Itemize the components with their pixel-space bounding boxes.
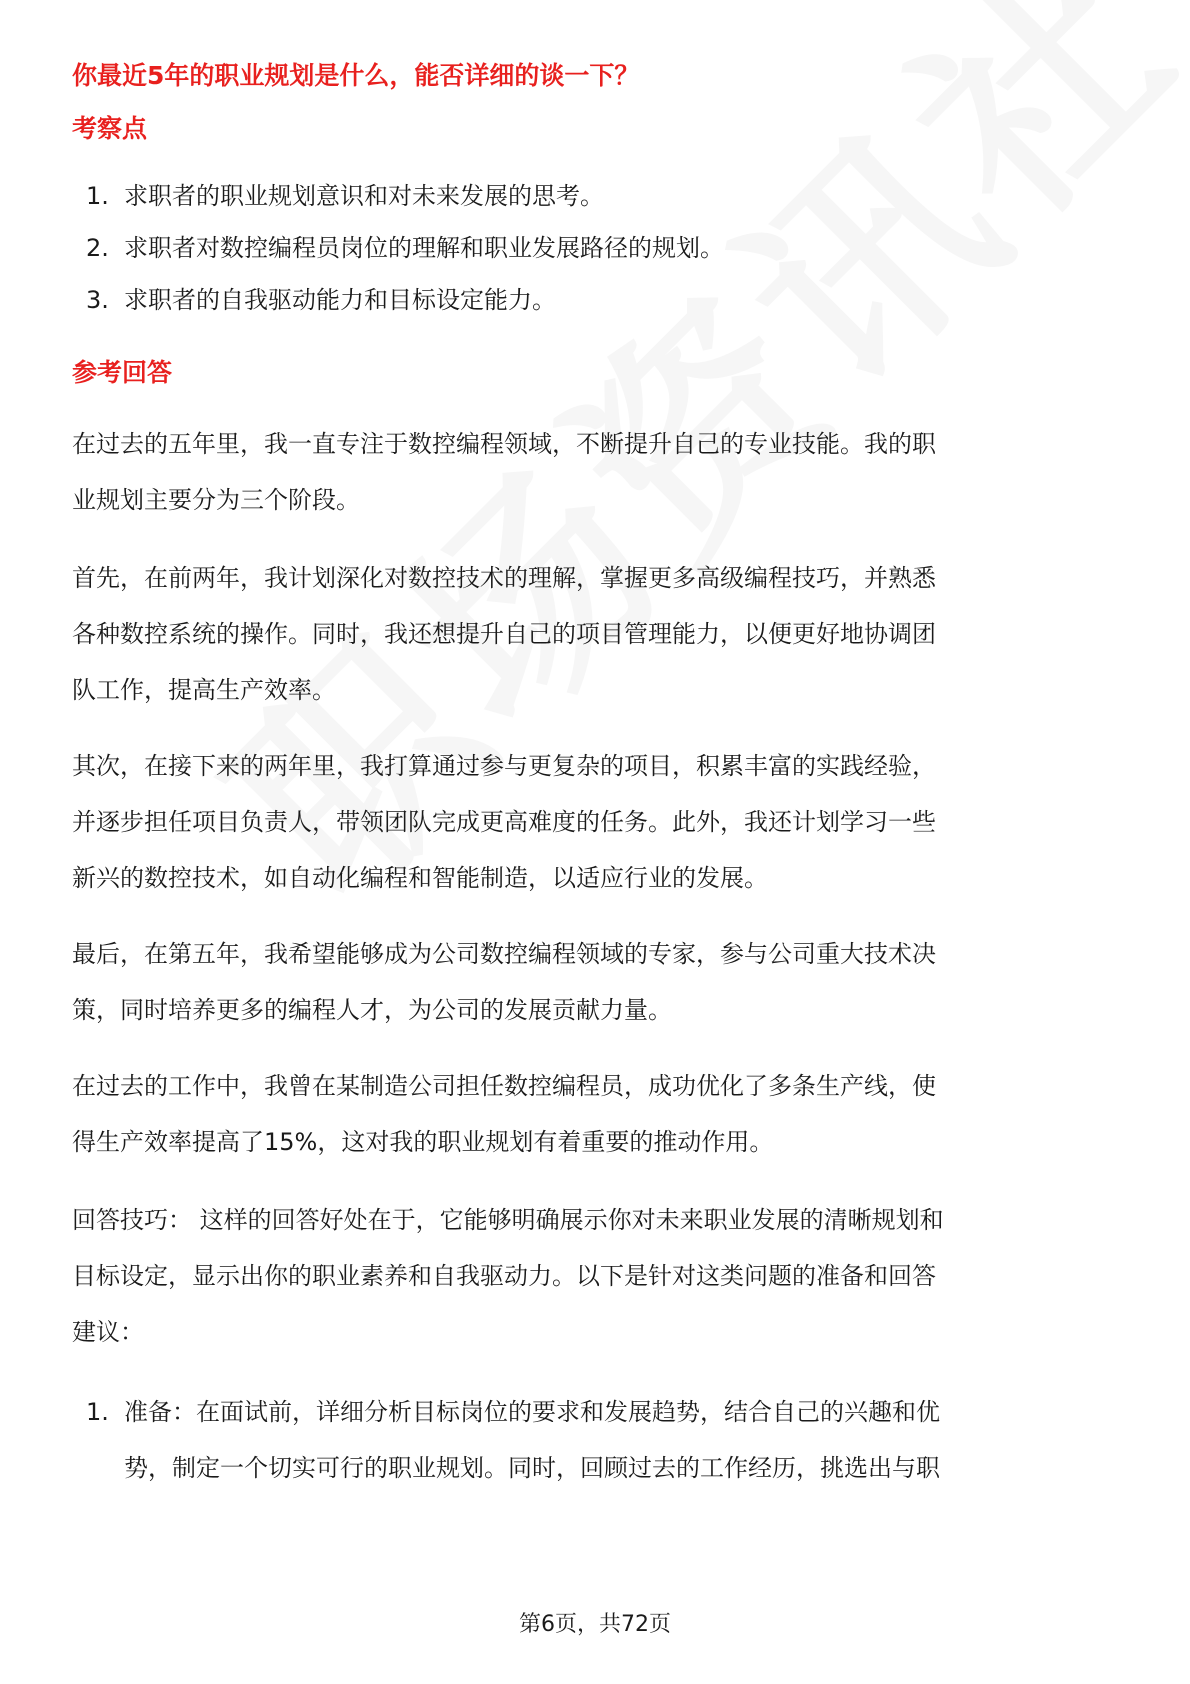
list-item	[72, 222, 1118, 274]
paragraph-line: 策，同时培养更多的编程人才，为公司的发展贡献力量。	[72, 996, 672, 1024]
paragraph-line: 各种数控系统的操作。同时，我还想提升自己的项目管理能力，以便更好地协调团	[72, 620, 936, 648]
answer-paragraph-3	[72, 738, 1118, 906]
answer-paragraph-5	[72, 1058, 1118, 1170]
answer-tips-paragraph	[72, 1192, 1118, 1360]
paragraph-line: 建议：	[72, 1318, 144, 1346]
list-item-number: 3.	[86, 286, 109, 314]
list-item-text: 求职者的自我驱动能力和目标设定能力。	[124, 286, 556, 314]
list-item-number: 1.	[86, 1398, 109, 1426]
list-item	[72, 274, 1118, 326]
answer-paragraph-1	[72, 416, 1118, 528]
question-title: 你最近5年的职业规划是什么，能否详细的谈一下？	[72, 61, 640, 90]
examine-list	[72, 170, 1118, 326]
paragraph-line: 在过去的五年里，我一直专注于数控编程领域，不断提升自己的专业技能。我的职	[72, 430, 936, 458]
list-item	[72, 170, 1118, 222]
paragraph-line: 队工作，提高生产效率。	[72, 676, 336, 704]
document-page	[72, 0, 1118, 1684]
list-item-number: 1.	[86, 182, 109, 210]
list-item-line: 准备：在面试前，详细分析目标岗位的要求和发展趋势，结合自己的兴趣和优	[124, 1398, 940, 1426]
paragraph-line: 并逐步担任项目负责人，带领团队完成更高难度的任务。此外，我还计划学习一些	[72, 808, 936, 836]
paragraph-line: 目标设定，显示出你的职业素养和自我驱动力。以下是针对这类问题的准备和回答	[72, 1262, 936, 1290]
page-footer: 第6页，共72页	[519, 1612, 671, 1637]
paragraph-line: 最后，在第五年，我希望能够成为公司数控编程领域的专家，参与公司重大技术决	[72, 940, 936, 968]
list-item-text: 求职者对数控编程员岗位的理解和职业发展路径的规划。	[124, 234, 724, 262]
paragraph-line: 首先，在前两年，我计划深化对数控技术的理解，掌握更多高级编程技巧，并熟悉	[72, 564, 936, 592]
paragraph-line: 新兴的数控技术，如自动化编程和智能制造，以适应行业的发展。	[72, 864, 768, 892]
list-item	[72, 1384, 1118, 1496]
examine-heading: 考察点	[72, 114, 148, 143]
answer-paragraph-2	[72, 550, 1118, 718]
answer-paragraph-4	[72, 926, 1118, 1038]
answer-heading: 参考回答	[72, 358, 173, 387]
tips-list	[72, 1384, 1118, 1496]
paragraph-line: 业规划主要分为三个阶段。	[72, 486, 360, 514]
list-item-line: 势，制定一个切实可行的职业规划。同时，回顾过去的工作经历，挑选出与职	[124, 1454, 940, 1482]
paragraph-line: 得生产效率提高了15%，这对我的职业规划有着重要的推动作用。	[72, 1128, 774, 1156]
paragraph-line: 其次，在接下来的两年里，我打算通过参与更复杂的项目，积累丰富的实践经验，	[72, 752, 936, 780]
list-item-number: 2.	[86, 234, 109, 262]
list-item-text: 求职者的职业规划意识和对未来发展的思考。	[124, 182, 604, 210]
paragraph-line: 回答技巧： 这样的回答好处在于，它能够明确展示你对未来职业发展的清晰规划和	[72, 1206, 944, 1234]
paragraph-line: 在过去的工作中，我曾在某制造公司担任数控编程员，成功优化了多条生产线，使	[72, 1072, 936, 1100]
